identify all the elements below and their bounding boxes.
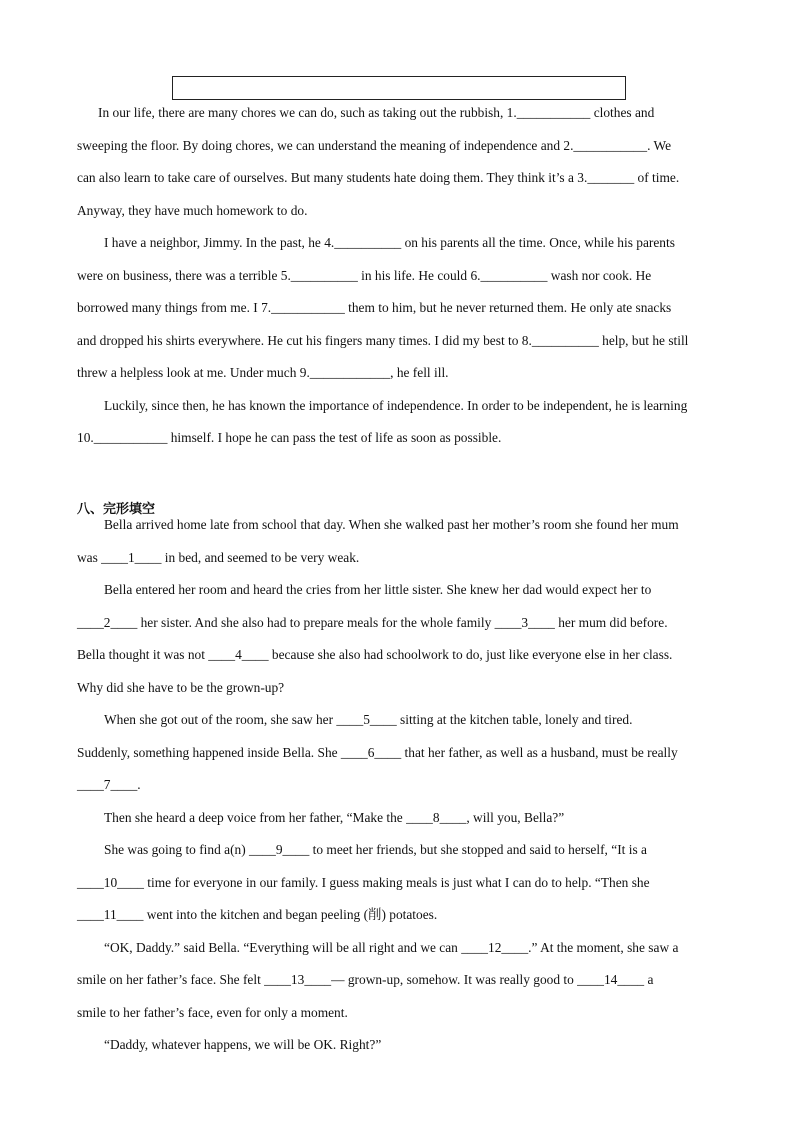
passage-a-line: Luckily, since then, he has known the importance of independence. In order to be independent, he is learning [104,397,688,413]
passage-b-line: ____2____ her sister. And she also had to prepare meals for the whole family ____3____ her mum did before. [77,614,668,630]
passage-b-line: Bella arrived home late from school that day. When she walked past her mother’s room she found her mum [104,517,679,532]
passage-b-line: Bella thought it was not ____4____ because she also had schoolwork to do, just like everyone else in her class. [77,647,673,662]
passage-a-line: were on business, there was a terrible 5.__________ in his life. He could 6.__________ wash nor cook. He [77,267,652,283]
passage-a-line: and dropped his shirts everywhere. He cut his fingers many times. I did my best to 8.__________ help, but he still [77,332,689,348]
passage-b-line: She was going to find a(n) ____9____ to meet her friends, but she stopped and said to herself, “It is a [104,842,647,857]
passage-a [77,97,723,455]
passage-b-line: smile on her father’s face. She felt ____13____— grown-up, somehow. It was really good to ____14____ a [77,972,654,987]
passage-a-line: 10.___________ himself. I hope he can pass the test of life as soon as possible. [77,430,502,445]
passage-a-line: Anyway, they have much homework to do. [77,202,308,218]
passage-b-line: ____7____. [77,777,141,792]
passage-a-line: I have a neighbor, Jimmy. In the past, he 4.__________ on his parents all the time. Once, while his parents [104,235,675,250]
passage-a-line: borrowed many things from me. I 7.___________ them to him, but he never returned them. He only ate snacks [77,300,672,315]
section-heading: 八、完形填空 [77,502,156,517]
passage-b-line: Bella entered her room and heard the cries from her little sister. She knew her dad would expect her to [104,582,652,597]
passage-b-line: ____10____ time for everyone in our family. I guess making meals is just what I can do to help. “Then she [77,874,650,890]
passage-b-line: smile to her father’s face, even for only a moment. [77,1004,348,1020]
passage-b-line: “OK, Daddy.” said Bella. “Everything will be all right and we can ____12____.” At the moment, she saw a [104,939,679,955]
passage-b-line: Then she heard a deep voice from her father, “Make the ____8____, will you, Bella?” [104,809,565,825]
passage-b-line: When she got out of the room, she saw her ____5____ sitting at the kitchen table, lonely and tired. [104,712,633,727]
passage-b-line: “Daddy, whatever happens, we will be OK. Right?” [104,1037,382,1052]
passage-a-line: In our life, there are many chores we can do, such as taking out the rubbish, 1.___________ clothes and [98,105,655,120]
passage-a-line: threw a helpless look at me. Under much 9.____________, he fell ill. [77,365,449,380]
passage-b-line: Why did she have to be the grown-up? [77,679,285,695]
passage-b-line: ____11____ went into the kitchen and began peeling (削) potatoes. [77,907,438,922]
passage-b-line: Suddenly, something happened inside Bella. She ____6____ that her father, as well as a husband, must be really [77,744,678,760]
passage-b-line: was ____1____ in bed, and seemed to be very weak. [77,549,360,565]
passage-b [77,509,723,1062]
passage-a-line: sweeping the floor. By doing chores, we can understand the meaning of independence and 2.___________. We [77,137,672,153]
passage-a-line: can also learn to take care of ourselves. But many students hate doing them. They think it’s a 3._______ of time. [77,170,680,185]
